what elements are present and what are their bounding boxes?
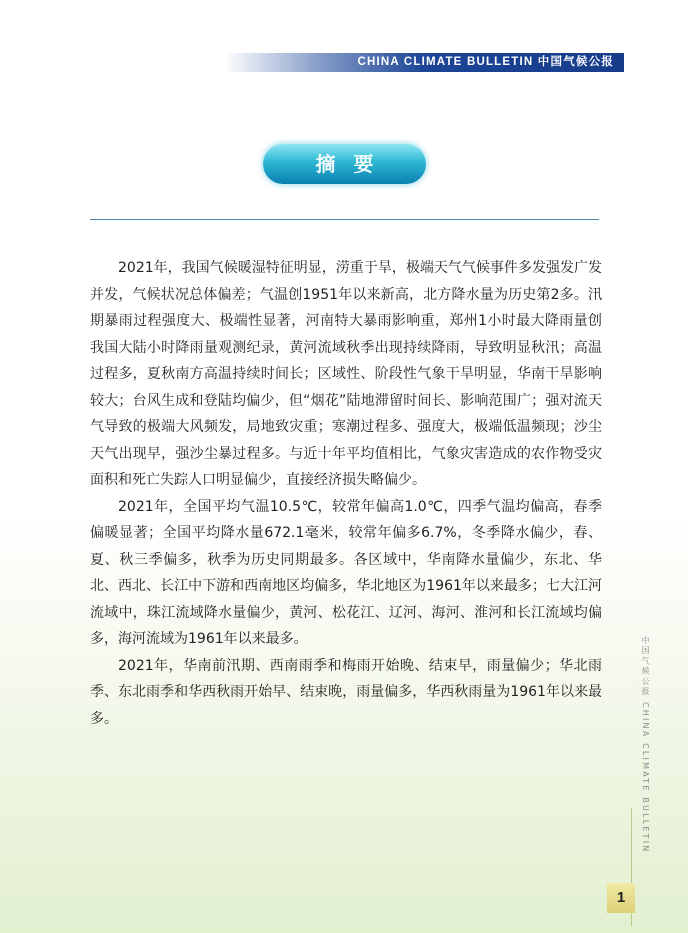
summary-body [90,255,602,732]
summary-paragraph-2: 2021年，全国平均气温10.5℃，较常年偏高1.0℃，四季气温均偏高，春季偏暖显著；全国平均降水量672.1毫米，较常年偏多6.7%，冬季降水偏少，春、夏、秋三季偏多，秋季为历史同期最多。各区域中，华南降水量偏少，东北、华北、西北、长江中下游和西南地区均偏多，华北地区为1961年以来最多；七大江河流域中，珠江流域降水量偏少，黄河、松花江、辽河、海河、淮河和长江流域均偏多，海河流域为1961年以来最多。 [90,498,602,647]
title-divider [90,219,599,220]
side-bulletin-label: 中国气候公报 CHINA CLIMATE BULLETIN [641,636,650,854]
section-title: 摘要 [263,144,426,184]
page-number: 1 [607,883,635,913]
summary-paragraph-3: 2021年，华南前汛期、西南雨季和梅雨开始晚、结束早，雨量偏少；华北雨季、东北雨季和华西秋雨开始早、结束晚，雨量偏多，华西秋雨量为1961年以来最多。 [90,657,602,727]
bulletin-header-banner: CHINA CLIMATE BULLETIN 中国气候公报 [224,53,624,72]
summary-paragraph-1: 2021年，我国气候暖湿特征明显，涝重于旱，极端天气气候事件多发强发广发并发，气候状况总体偏差；气温创1951年以来新高，北方降水量为历史第2多。汛期暴雨过程强度大、极端性显著，河南特大暴雨影响重，郑州1小时最大降雨量创我国大陆小时降雨量观测纪录，黄河流域秋季出现持续降雨，导致明显秋汛；高温过程多，夏秋南方高温持续时间长；区域性、阶段性气象干旱明显，华南干旱影响较大；台风生成和登陆均偏少，但“烟花”陆地滞留时间长、影响范围广；强对流天气导致的极端大风频发，局地致灾重；寒潮过程多、强度大，极端低温频现；沙尘天气出现早，强沙尘暴过程多。与近十年平均值相比，气象灾害造成的农作物受灾面积和死亡失踪人口明显偏少，直接经济损失略偏少。 [90,260,602,488]
